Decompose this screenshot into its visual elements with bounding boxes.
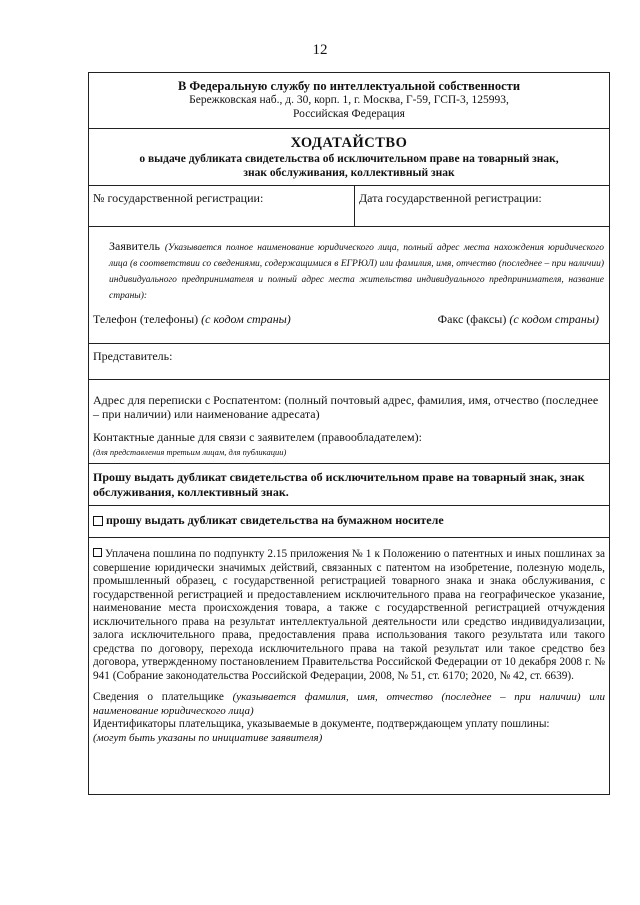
correspondence-address-label: Адрес для переписки с Роспатентом: (полный почтовый адрес, фамилия, имя, отчество (последнее – при наличии) или наименование адресата): [93, 393, 599, 421]
applicant-label: Заявитель: [109, 239, 160, 253]
contact-details-label: Контактные данные для связи с заявителем (правообладателем):: [93, 430, 422, 444]
payer-note: (указывается фамилия, имя, отчество (последнее – при наличии) или наименование юридического лица): [93, 691, 606, 717]
request-statement: Прошу выдать дубликат свидетельства об исключительном праве на товарный знак, знак обслуживания, коллективный знак.: [89, 464, 609, 506]
correspondence-field[interactable]: [89, 380, 609, 464]
registration-number-field[interactable]: [89, 186, 355, 226]
petition-form: [88, 72, 610, 795]
document-title: ХОДАТАЙСТВО: [290, 135, 408, 151]
registration-date-label: Дата государственной регистрации:: [359, 191, 542, 205]
phone-note: (с кодом страны): [201, 312, 291, 326]
addressee-block: [89, 73, 609, 129]
addressee-address: Бережковская наб., д. 30, корп. 1, г. Москва, Г-59, ГСП-3, 125993,: [189, 94, 509, 106]
applicant-note: (Указывается полное наименование юридического лица, полный адрес места нахождения юридического лица (в соответствии со сведениями, содержащимися в ЕГРЮЛ) или фамилия, имя, отчество (последнее – при наличии) индивидуального предпринимателя и полный адрес места жительства индивидуального предпринимателя, название страны):: [109, 243, 605, 301]
document-subtitle-line1: о выдаче дубликата свидетельства об исключительном праве на товарный знак,: [139, 153, 559, 165]
paper-option-row[interactable]: [89, 506, 609, 538]
fee-paid-text: Уплачена пошлина по подпункту 2.15 приложения № 1 к Положению о патентных и иных пошлинах за совершение юридически значимых действий, связанных с патентом на изобретение, полезную модель, промышленный образец, с государственной регистрацией товарного знака и знака обслуживания, с государственной регистрацией и предоставлением исключительного права на географическое указание, наименование места происхождения товара, а также с государственной регистрацией отчуждения исключительного права на результат интеллектуальной деятельности или средство индивидуализации, залога исключительного права, предоставления права использования такого результата или такого средства по договору, перехода исключительного права на такой результат или такое средство без договора, утвержденному постановлением Правительства Российской Федерации от 10 декабря 2008 г. № 941 (Собрание законодательства Российской Федерации, 2008, № 51, ст. 6170; 2020, № 42, ст. 6639).: [93, 548, 605, 682]
addressee-country: Российская Федерация: [293, 108, 405, 120]
registration-number-label: № государственной регистрации:: [93, 191, 264, 205]
payer-identifiers-note: (могут быть указаны по инициативе заявителя): [93, 731, 323, 744]
contact-details-note: (для представления третьим лицам, для публикации): [93, 447, 287, 457]
applicant-field[interactable]: [89, 227, 609, 344]
fee-block: [89, 538, 609, 794]
registration-date-field[interactable]: [355, 186, 609, 226]
document-subtitle-line2: знак обслуживания, коллективный знак: [243, 167, 455, 179]
registration-row: [89, 186, 609, 227]
title-block: [89, 129, 609, 186]
phone-label: Телефон (телефоны): [93, 312, 199, 326]
addressee-org: В Федеральную службу по интеллектуальной собственности: [177, 79, 521, 93]
payer-identifiers-label: Идентификаторы плательщика, указываемые в документе, подтверждающем уплату пошлины:: [93, 718, 550, 730]
fax-label: Факс (факсы): [437, 312, 507, 326]
representative-label: Представитель:: [93, 349, 173, 363]
paper-option-checkbox[interactable]: [93, 516, 103, 526]
page-number: 12: [312, 42, 328, 58]
representative-field[interactable]: [89, 344, 609, 380]
payer-label: Сведения о плательщике: [93, 691, 224, 703]
fax-note: (с кодом страны): [509, 312, 599, 326]
paper-option-label: прошу выдать дубликат свидетельства на бумажном носителе: [106, 513, 444, 527]
phone-fax-row: [93, 312, 599, 327]
fee-paid-checkbox[interactable]: [93, 548, 102, 557]
